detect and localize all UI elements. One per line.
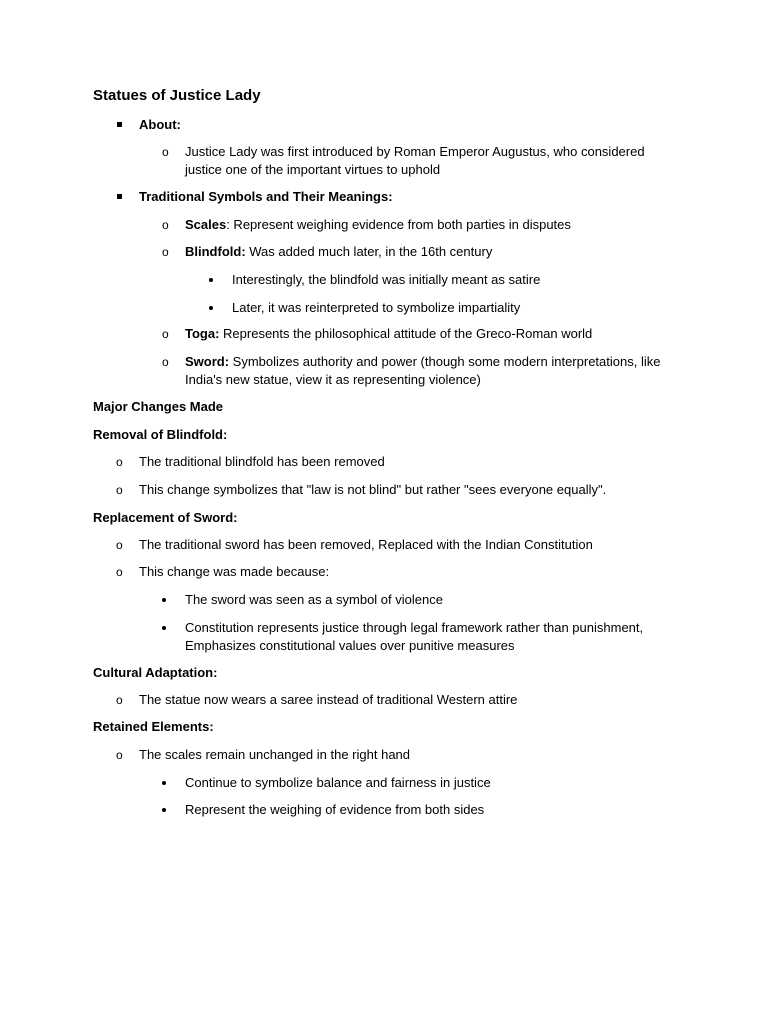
sword-text-line-1: Symbolizes authority and power (though some modern interpretations, like [229, 354, 661, 369]
dot-bullet-icon [162, 808, 166, 812]
replacement-sub-2-line-1: Constitution represents justice through legal framework rather than punishment, [185, 620, 644, 635]
circle-bullet-icon: o [116, 538, 123, 552]
blindfold-label: Blindfold: [185, 244, 246, 259]
scales-item [185, 216, 571, 234]
dot-bullet-icon [162, 781, 166, 785]
dot-bullet-icon [209, 306, 213, 310]
dot-bullet-icon [162, 626, 166, 630]
removal-heading: Removal of Blindfold: [93, 427, 228, 442]
replacement-heading: Replacement of Sword: [93, 510, 238, 525]
dot-bullet-icon [209, 278, 213, 282]
sword-text-line-2: India's new statue, view it as representing violence) [185, 372, 481, 387]
circle-bullet-icon: o [116, 748, 123, 762]
about-heading: About: [139, 117, 181, 132]
circle-bullet-icon: o [162, 245, 169, 259]
blindfold-sub-2: Later, it was reinterpreted to symbolize impartiality [232, 300, 521, 315]
dot-bullet-icon [162, 598, 166, 602]
about-text-line-1: Justice Lady was first introduced by Roman Emperor Augustus, who considered [185, 144, 645, 159]
removal-item-1: The traditional blindfold has been removed [139, 454, 385, 469]
cultural-heading: Cultural Adaptation: [93, 665, 218, 680]
major-changes-heading: Major Changes Made [93, 399, 224, 414]
sword-item [185, 353, 660, 371]
sword-label: Sword: [185, 354, 230, 369]
replacement-item-1: The traditional sword has been removed, Replaced with the Indian Constitution [139, 537, 593, 552]
traditional-heading: Traditional Symbols and Their Meanings: [139, 189, 393, 204]
toga-item [185, 325, 592, 343]
circle-bullet-icon: o [162, 355, 169, 369]
about-text-line-2: justice one of the important virtues to uphold [185, 162, 441, 177]
document-title: Statues of Justice Lady [93, 87, 261, 104]
scales-label: Scales [185, 217, 227, 232]
cultural-item-1: The statue now wears a saree instead of traditional Western attire [139, 692, 518, 707]
square-bullet-icon [117, 122, 122, 127]
circle-bullet-icon: o [116, 693, 123, 707]
retained-item-1: The scales remain unchanged in the right hand [139, 747, 411, 762]
replacement-sub-2-line-2: Emphasizes constitutional values over punitive measures [185, 638, 515, 653]
blindfold-sub-1: Interestingly, the blindfold was initially meant as satire [232, 272, 541, 287]
circle-bullet-icon: o [162, 327, 169, 341]
circle-bullet-icon: o [162, 145, 169, 159]
replacement-item-2: This change was made because: [139, 564, 330, 579]
blindfold-item [185, 243, 492, 261]
square-bullet-icon [117, 194, 122, 199]
replacement-sub-1: The sword was seen as a symbol of violence [185, 592, 443, 607]
circle-bullet-icon: o [116, 455, 123, 469]
retained-heading: Retained Elements: [93, 719, 214, 734]
toga-label: Toga: [185, 326, 220, 341]
scales-text: : Represent weighing evidence from both parties in disputes [226, 217, 571, 232]
circle-bullet-icon: o [116, 483, 123, 497]
retained-sub-1: Continue to symbolize balance and fairness in justice [185, 775, 491, 790]
removal-item-2: This change symbolizes that "law is not blind" but rather "sees everyone equally". [139, 482, 607, 497]
retained-sub-2: Represent the weighing of evidence from both sides [185, 802, 485, 817]
blindfold-text: Was added much later, in the 16th century [245, 244, 493, 259]
circle-bullet-icon: o [162, 218, 169, 232]
circle-bullet-icon: o [116, 565, 123, 579]
toga-text: Represents the philosophical attitude of the Greco-Roman world [219, 326, 593, 341]
